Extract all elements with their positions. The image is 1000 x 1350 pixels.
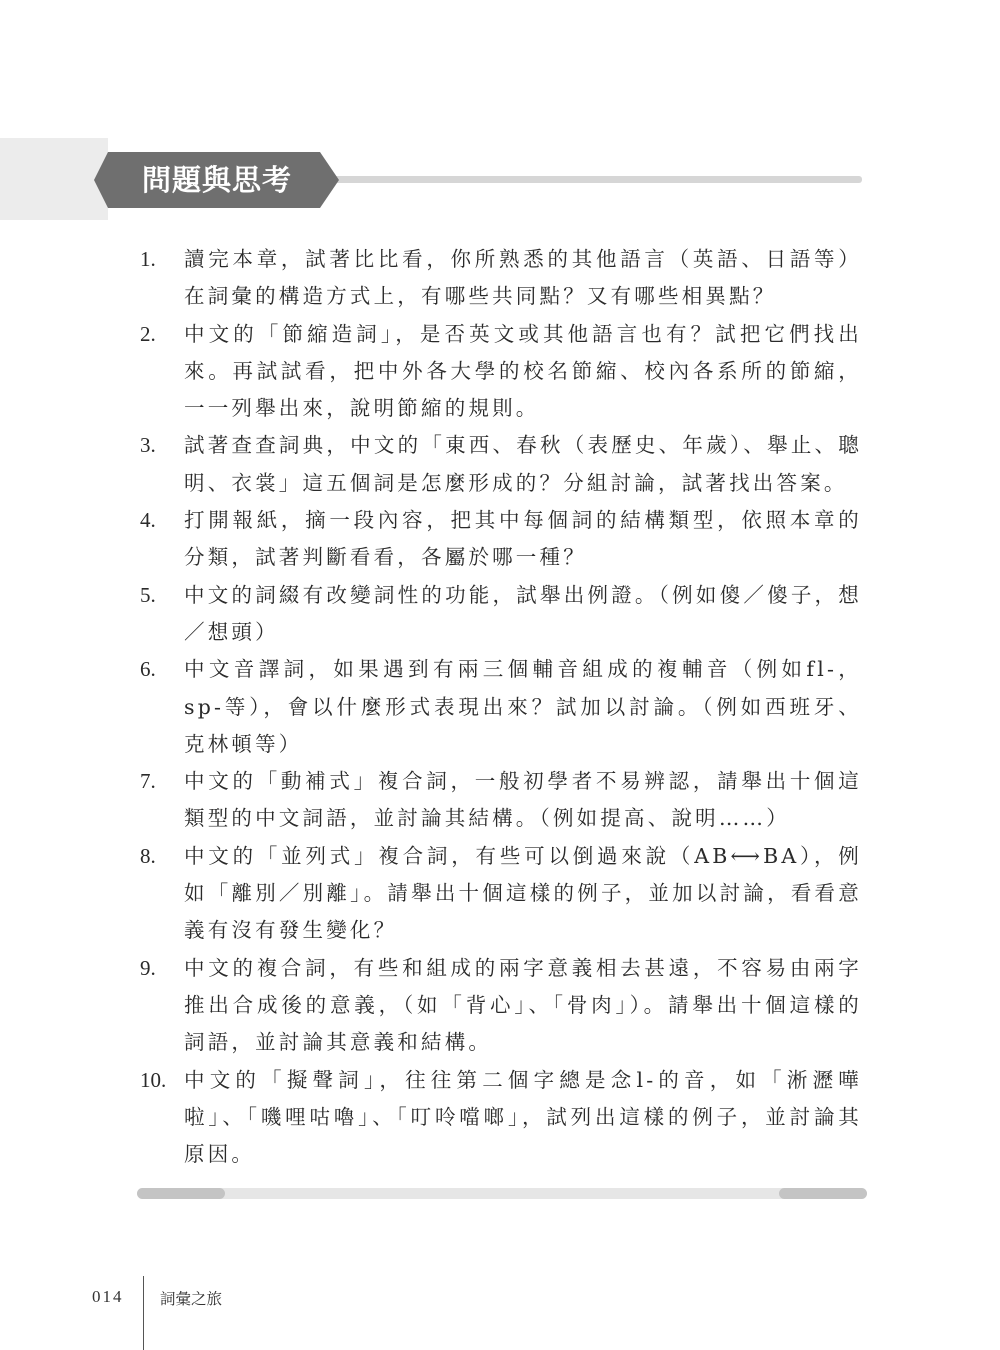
header-accent-band <box>0 138 108 220</box>
question-text: 讀完本章，試著比比看，你所熟悉的其他語言（英語、日語等）在詞彙的構造方式上，有哪些共同點？又有哪些相異點？ <box>184 247 862 309</box>
question-text: 中文的「並列式」複合詞，有些可以倒過來說（AB⟷BA），例如「離別／別離」。請舉出十個這樣的例子，並加以討論，看看意義有沒有發生變化？ <box>184 843 862 943</box>
question-item-6 <box>140 651 862 763</box>
question-number: 8. <box>140 843 156 868</box>
header-rule <box>330 176 862 183</box>
section-title: 問題與思考 <box>142 163 293 197</box>
question-item-2 <box>140 316 862 428</box>
question-number: 1. <box>140 247 156 271</box>
question-number: 6. <box>140 657 156 682</box>
decorative-bottom-track <box>137 1188 867 1199</box>
decorative-track-right-cap <box>779 1188 867 1199</box>
question-text: 中文音譯詞，如果遇到有兩三個輔音組成的複輔音（例如fl-，sp-等），會以什麼形式表現出來？試加以討論。（例如西班牙、克林頓等） <box>184 657 862 756</box>
question-number: 3. <box>140 433 156 458</box>
decorative-track-left-cap <box>137 1188 225 1199</box>
question-item-10 <box>140 1062 862 1174</box>
question-number: 4. <box>140 508 156 533</box>
question-item-9 <box>140 950 862 1062</box>
question-number: 7. <box>140 769 156 794</box>
question-text: 中文的「擬聲詞」，往往第二個字總是念l-的音，如「淅瀝嘩啦」、「嘰哩咕嚕」、「叮呤噹啷」，試列出這樣的例子，並討論其原因。 <box>184 1067 862 1167</box>
question-item-3 <box>140 427 862 502</box>
question-item-5 <box>140 577 862 652</box>
question-number: 5. <box>140 582 156 607</box>
footer-divider <box>143 1276 144 1350</box>
question-text: 中文的「節縮造詞」，是否英文或其他語言也有？試把它們找出來。再試試看，把中外各大學的校名節縮、校內各系所的節縮，一一列舉出來，說明節縮的規則。 <box>184 321 862 421</box>
page-number: 014 <box>92 1287 124 1306</box>
question-number: 9. <box>140 955 156 980</box>
question-item-1 <box>140 241 862 316</box>
question-number: 2. <box>140 321 156 346</box>
question-list <box>140 241 862 1173</box>
running-book-title: 詞彙之旅 <box>160 1290 223 1308</box>
question-number: 10. <box>140 1067 167 1092</box>
question-text: 試著查查詞典，中文的「東西、春秋（表歷史、年歲）、舉止、聰明、衣裳」這五個詞是怎麼形成的？分組討論，試著找出答案。 <box>184 433 862 495</box>
question-item-7 <box>140 763 862 838</box>
question-text: 打開報紙，摘一段內容，把其中每個詞的結構類型，依照本章的分類，試著判斷看看，各屬於哪一種？ <box>184 508 862 570</box>
question-text: 中文的「動補式」複合詞，一般初學者不易辨認，請舉出十個這類型的中文詞語，並討論其結構。（例如提高、說明……） <box>184 769 862 831</box>
question-item-8 <box>140 838 862 950</box>
question-text: 中文的詞綴有改變詞性的功能，試舉出例證。（例如傻／傻子，想／想頭） <box>184 582 862 644</box>
question-text: 中文的複合詞，有些和組成的兩字意義相去甚遠，不容易由兩字推出合成後的意義，（如「背心」、「骨肉」）。請舉出十個這樣的詞語，並討論其意義和結構。 <box>184 955 862 1055</box>
question-item-4 <box>140 502 862 577</box>
